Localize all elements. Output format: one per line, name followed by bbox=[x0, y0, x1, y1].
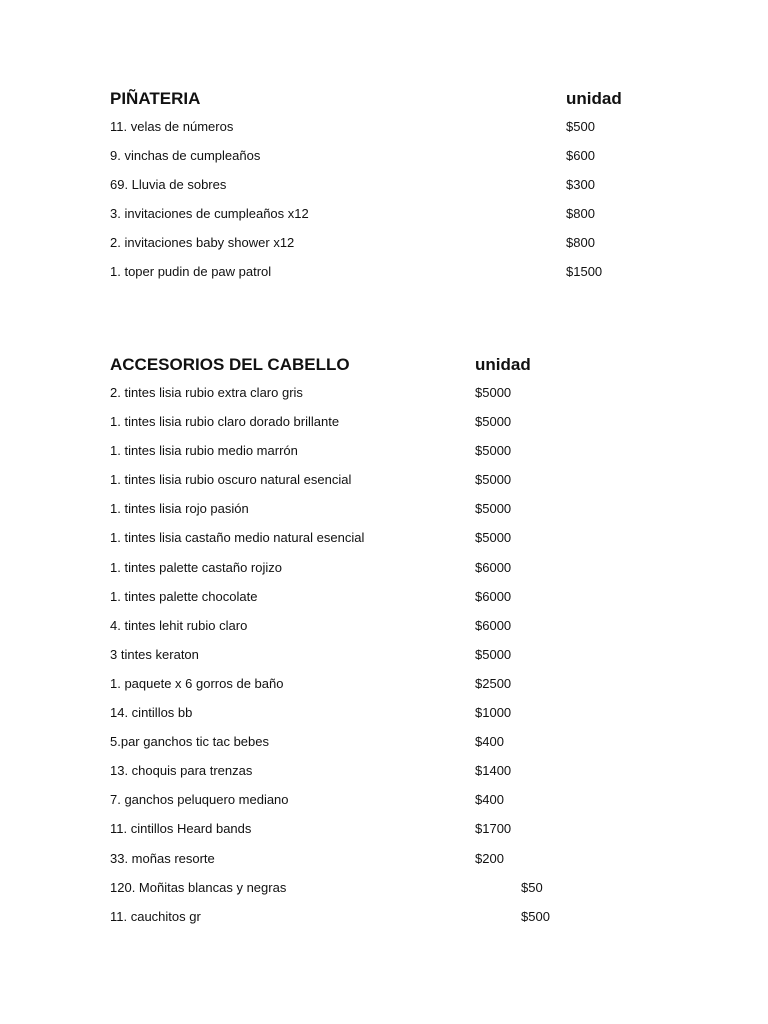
item-row bbox=[110, 472, 710, 501]
item-name: 2. invitaciones baby shower x12 bbox=[110, 235, 295, 251]
item-name: 5.par ganchos tic tac bebes bbox=[110, 734, 269, 750]
item-price: $1500 bbox=[566, 264, 603, 280]
item-price: $2500 bbox=[475, 675, 512, 691]
item-row bbox=[110, 385, 710, 414]
item-name: 1. tintes lisia castaño medio natural esencial bbox=[110, 530, 365, 546]
item-name: 1. toper pudin de paw patrol bbox=[110, 264, 272, 280]
item-price: $5000 bbox=[475, 530, 512, 546]
item-name: 33. moñas resorte bbox=[110, 850, 215, 866]
item-name: 1. tintes lisia rubio oscuro natural esencial bbox=[110, 472, 352, 488]
item-name: 14. cintillos bb bbox=[110, 705, 193, 721]
item-price: $50 bbox=[521, 879, 543, 895]
item-name: 9. vinchas de cumpleaños bbox=[110, 148, 261, 164]
item-price: $400 bbox=[475, 734, 504, 750]
item-price: $400 bbox=[475, 792, 504, 808]
item-price: $6000 bbox=[475, 617, 512, 633]
item-row bbox=[110, 530, 710, 559]
item-row bbox=[110, 264, 710, 293]
item-price: $5000 bbox=[475, 646, 512, 662]
item-price: $800 bbox=[566, 235, 595, 251]
item-row bbox=[110, 501, 710, 530]
item-row bbox=[110, 589, 710, 618]
item-price: $6000 bbox=[475, 559, 512, 575]
item-name: 4. tintes lehit rubio claro bbox=[110, 617, 248, 633]
item-row bbox=[110, 235, 710, 264]
item-row bbox=[110, 763, 710, 792]
item-row bbox=[110, 676, 710, 705]
item-name: 1. tintes lisia rubio claro dorado brillante bbox=[110, 414, 340, 430]
item-name: 1. paquete x 6 gorros de baño bbox=[110, 675, 284, 691]
item-row bbox=[110, 560, 710, 589]
item-row bbox=[110, 119, 710, 148]
item-price: $1400 bbox=[475, 763, 512, 779]
item-name: 1. tintes lisia rojo pasión bbox=[110, 501, 249, 517]
item-name: 3 tintes keraton bbox=[110, 646, 199, 662]
item-name: 2. tintes lisia rubio extra claro gris bbox=[110, 385, 303, 400]
section-accesorios-cabello bbox=[110, 354, 710, 938]
item-row bbox=[110, 177, 710, 206]
section-title: ACCESORIOS DEL CABELLO bbox=[110, 355, 350, 374]
item-row bbox=[110, 705, 710, 734]
item-price: $300 bbox=[566, 177, 595, 193]
item-name: 1. tintes palette chocolate bbox=[110, 588, 258, 604]
item-price: $600 bbox=[566, 148, 595, 164]
item-row bbox=[110, 206, 710, 235]
item-price: $500 bbox=[566, 119, 595, 134]
item-name: 1. tintes lisia rubio medio marrón bbox=[110, 443, 298, 459]
unit-column-header: unidad bbox=[475, 355, 531, 374]
item-price: $5000 bbox=[475, 443, 512, 459]
section-heading bbox=[110, 354, 710, 376]
item-row bbox=[110, 618, 710, 647]
item-price: $1000 bbox=[475, 705, 512, 721]
item-row bbox=[110, 880, 710, 909]
item-price: $5000 bbox=[475, 385, 512, 400]
item-row bbox=[110, 851, 710, 880]
item-row bbox=[110, 792, 710, 821]
item-name: 11. cauchitos gr bbox=[110, 908, 201, 924]
item-price: $500 bbox=[521, 908, 550, 924]
item-name: 120. Moñitas blancas y negras bbox=[110, 879, 287, 895]
section-pinateria bbox=[110, 88, 710, 294]
item-name: 69. Lluvia de sobres bbox=[110, 177, 227, 193]
item-row bbox=[110, 909, 710, 938]
item-price: $1700 bbox=[475, 821, 512, 837]
item-price: $5000 bbox=[475, 472, 512, 488]
item-name: 13. choquis para trenzas bbox=[110, 763, 253, 779]
item-row bbox=[110, 734, 710, 763]
unit-column-header: unidad bbox=[566, 89, 622, 108]
item-name: 7. ganchos peluquero mediano bbox=[110, 792, 289, 808]
item-name: 1. tintes palette castaño rojizo bbox=[110, 559, 282, 575]
item-row bbox=[110, 414, 710, 443]
item-row bbox=[110, 821, 710, 850]
item-price: $6000 bbox=[475, 588, 512, 604]
item-row bbox=[110, 443, 710, 472]
item-row bbox=[110, 647, 710, 676]
item-price: $800 bbox=[566, 206, 595, 222]
item-name: 11. cintillos Heard bands bbox=[110, 821, 252, 837]
item-price: $5000 bbox=[475, 501, 512, 517]
item-row bbox=[110, 148, 710, 177]
item-name: 3. invitaciones de cumpleaños x12 bbox=[110, 206, 309, 222]
item-name: 11. velas de números bbox=[110, 119, 234, 134]
section-title: PIÑATERIA bbox=[110, 89, 201, 108]
section-heading bbox=[110, 88, 710, 110]
item-price: $200 bbox=[475, 850, 504, 866]
item-price: $5000 bbox=[475, 414, 512, 430]
